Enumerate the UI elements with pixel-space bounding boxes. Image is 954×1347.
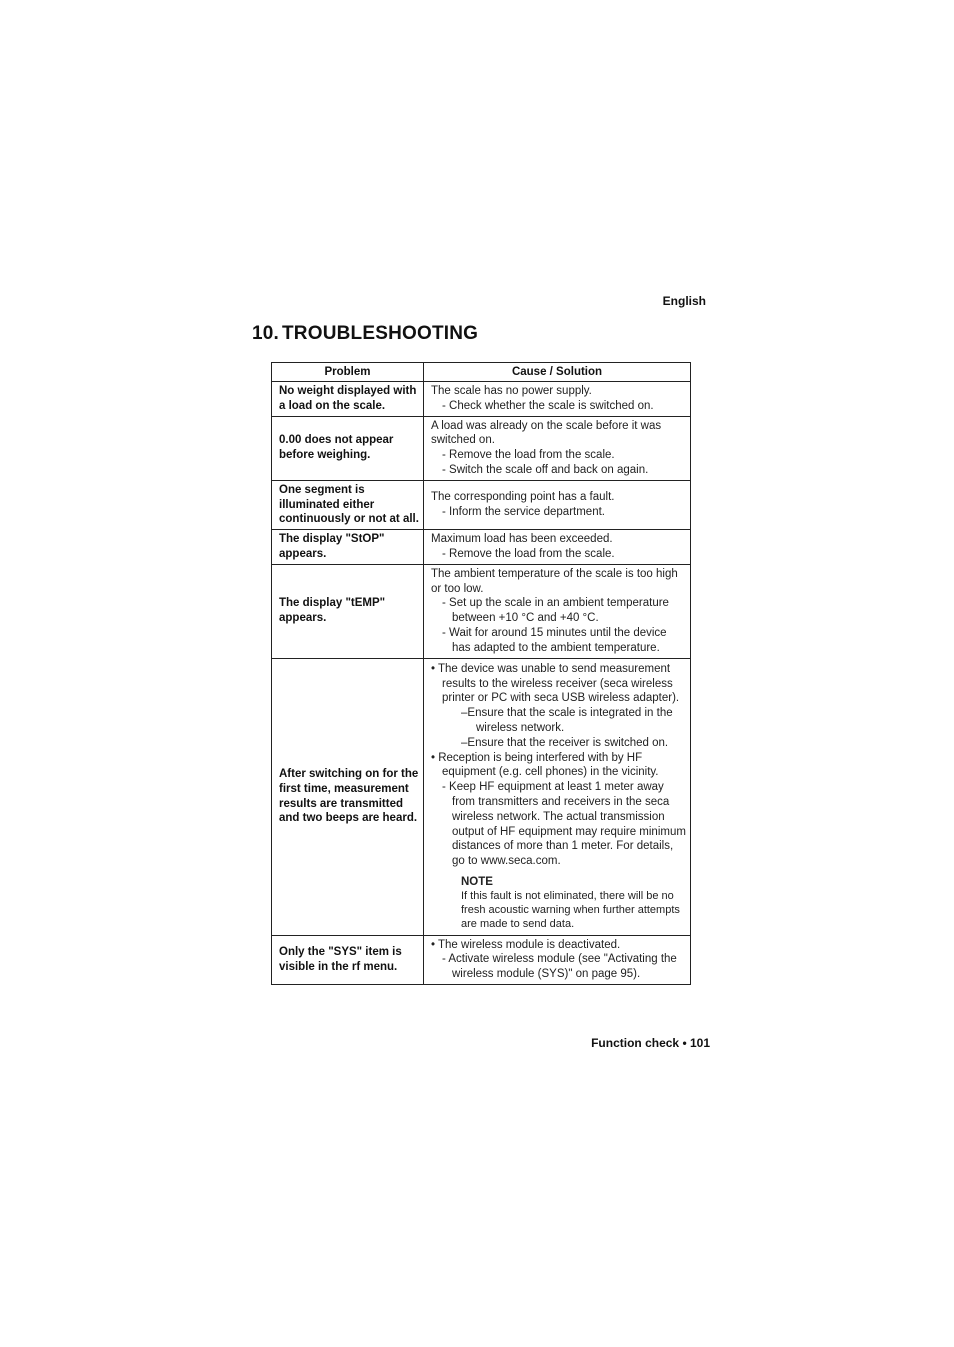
cause-bullet: • Reception is being interfered with by HF equipment (e.g. cell phones) in the vicinity.: [431, 751, 686, 781]
problem-cell: 0.00 does not appear before weighing.: [272, 416, 424, 480]
problem-cell: No weight displayed with a load on the scale.: [272, 382, 424, 417]
solution-step: - Remove the load from the scale.: [431, 547, 686, 562]
cause-text: The ambient temperature of the scale is too high or too low.: [431, 567, 678, 595]
solution-step: - Remove the load from the scale.: [431, 448, 686, 463]
section-number: 10.: [252, 323, 280, 344]
table-row: [272, 530, 691, 565]
problem-cell: After switching on for the first time, measurement results are transmitted and two beeps are heard.: [272, 658, 424, 935]
solution-step: - Wait for around 15 minutes until the device has adapted to the ambient temperature.: [431, 626, 686, 656]
cause-text: The corresponding point has a fault.: [431, 491, 615, 504]
table-row: [272, 416, 691, 480]
cause-text: The scale has no power supply.: [431, 385, 592, 397]
note-box: [431, 875, 686, 931]
table-row: [272, 658, 691, 935]
solution-cell: [424, 382, 691, 417]
table-row: [272, 564, 691, 658]
solution-cell: [424, 564, 691, 658]
cause-text: Maximum load has been exceeded.: [431, 533, 613, 546]
table-header-row: [272, 363, 691, 382]
note-text: If this fault is not eliminated, there will be no fresh acoustic warning when further attempts are made to send data.: [461, 889, 680, 930]
solution-step: - Check whether the scale is switched on.: [431, 399, 686, 414]
solution-step: - Activate wireless module (see "Activating the wireless module (SYS)" on page 95).: [431, 952, 686, 982]
problem-cell: The display "tEMP" appears.: [272, 564, 424, 658]
cause-bullet: • The wireless module is deactivated.: [431, 938, 686, 953]
solution-cell: [424, 658, 691, 935]
solution-step: - Keep HF equipment at least 1 meter away from transmitters and receivers in the seca wireless network. The actual transmission output of HF equipment may require minimum distances of more than 1 meter. For details, go to www.seca.com.: [431, 780, 686, 869]
solution-step: – Ensure that the receiver is switched on.: [431, 736, 686, 751]
solution-cell: [424, 935, 691, 984]
solution-cell: [424, 480, 691, 529]
table-row: [272, 382, 691, 417]
solution-cell: [424, 530, 691, 565]
section-title: TROUBLESHOOTING: [282, 323, 479, 344]
problem-cell: The display "StOP" appears.: [272, 530, 424, 565]
problem-cell: Only the "SYS" item is visible in the rf menu.: [272, 935, 424, 984]
solution-step: - Set up the scale in an ambient temperature between +10 °C and +40 °C.: [431, 596, 686, 626]
column-header-problem: Problem: [272, 363, 424, 382]
solution-step: - Switch the scale off and back on again.: [431, 463, 686, 478]
solution-cell: [424, 416, 691, 480]
table-row: [272, 480, 691, 529]
cause-bullet: • The device was unable to send measurement results to the wireless receiver (seca wireless printer or PC with seca USB wireless adapter).: [431, 662, 686, 706]
problem-cell: One segment is illuminated either continuously or not at all.: [272, 480, 424, 529]
note-title: NOTE: [461, 875, 493, 888]
page-footer: Function check • 101: [591, 1036, 710, 1050]
table-row: [272, 935, 691, 984]
solution-step: – Ensure that the scale is integrated in the wireless network.: [431, 706, 686, 736]
language-label: English: [662, 294, 706, 308]
column-header-cause-solution: Cause / Solution: [424, 363, 691, 382]
troubleshooting-table: [271, 362, 691, 985]
cause-text: A load was already on the scale before it was switched on.: [431, 419, 662, 447]
solution-step: - Inform the service department.: [431, 505, 686, 520]
page-title: [252, 323, 478, 345]
